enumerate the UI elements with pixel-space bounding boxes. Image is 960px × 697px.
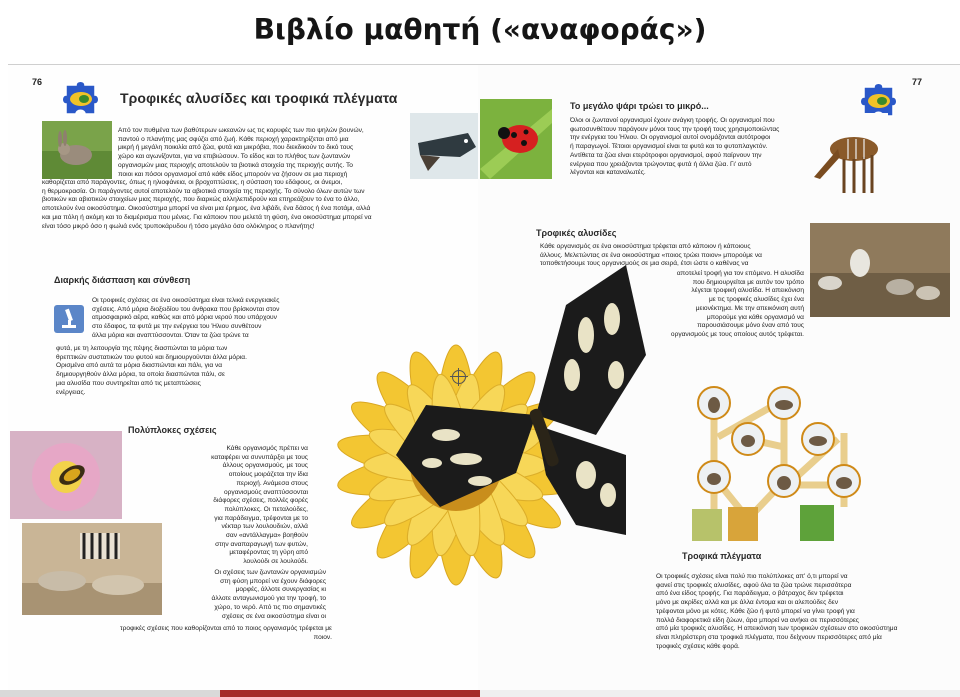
slide-title: Βιβλίο μαθητή («αναφοράς»)	[253, 13, 707, 46]
section2-text-middle: Οι σχέσεις των ζωντανών οργανισμών στη φύση μπορεί να έχουν διάφορες μορφές, άλλοτε συνεργασίας κι άλλοτε ανταγωνισμού για την τροφή, το χώρο, το νερό. Από τις πιο σημαντικές σχέσεις σε ένα οικοσύστημα είναι οι	[211, 569, 326, 620]
section2-text-bottom: τροφικές σχέσεις που καθορίζονται από το ποιος οργανισμός τρέφεται με ποιον.	[120, 625, 332, 641]
webs-text: Οι τροφικές σχέσεις είναι πολύ πιο πολύπλοκες απ' ό,τι μπορεί να φανεί στις τροφικές αλυσίδες, αφού όλα τα ζώα τρώνε περισσότερα από ένα είδος τροφής. Για παράδειγμα, ο βάτραχος δεν τρέφεται μόνο με ακρίδες αλλά και με άλλα έντομα και οι αλεπούδες δεν τρέφονται μόνο με κότες. Κάθε ζώο ή φυτό μπορεί να γίνει τροφή για πολλά διαφορετικά είδη ζώων, άρα μπορεί να ανήκει σε περισσότερες από μία τροφικές αλυσίδες. Η απεικόνιση των τροφικών σχέσεων στο οικοσύστημα είναι πληρέστερη στα τροφικά πλέγματα, που δείχνουν περισσότερες από μία τροφικές σχέσεις κάθε φορά.	[656, 573, 898, 650]
flower-butterfly-illustration	[236, 245, 676, 665]
section2-text-top: Κάθε οργανισμός πρέπει να καταφέρει να συνυπάρξει με τους άλλους οργανισμούς, με τους οποίους μοιράζεται την ίδια περιοχή. Ανάμεσα στους οργανισμούς αναπτύσσονται διάφορες σχέσεις, πολλές φορές πολύπλοκες. Οι πεταλούδες, για παράδειγμα, τρέφονται με το νέκταρ των λουλουδιών, αλλά σαν «αντάλλαγμα» βοηθούν στην αναπαραγωγή των φυτών, μεταφέροντας τη γύρη από λουλούδι σε λουλούδι.	[211, 445, 308, 566]
section2-heading: Πολύπλοκες σχέσεις	[128, 425, 217, 435]
registration-mark	[452, 370, 466, 384]
puzzle-icon	[60, 77, 104, 117]
section1-text-bottom: φυτά, με τη λειτουργία της πέψης διασπώνται τα μόρια των θρεπτικών συστατικών του φυτού και δημιουργούνται άλλα μόρια. Ορισμένα από αυτά τα μόρια διασπώνται και πάλι, για να δημιουργηθούν άλλα μόρια, τα οποία διασπώνται πάλι, σε μια αλυσίδα που συντηρείται από τις μεταπτώσεις ενέργειας.	[56, 345, 247, 396]
heading-webs: Τροφικά πλέγματα	[682, 551, 762, 561]
page-number-left: 76	[32, 77, 43, 87]
section1-text-top: Οι τροφικές σχέσεις σε ένα οικοσύστημα είναι τελικά ενεργειακές σχέσεις. Από μόρια διοξειδίου του άνθρακα που βρίσκονται στον ατμοσφαιρικό αέρα, καθώς και από μόρια νερού που υπάρχουν στο έδαφος, τα φυτά με την ενέργεια του Ήλιου συνθέτουν άλλα μόρια και αναπτύσσονται. Όταν τα ζώα τρώνε τα	[92, 297, 280, 339]
food-web-diagram	[688, 377, 878, 547]
chains-text-bottom: αποτελεί τροφή για τον επόμενο. Η αλυσίδα που δημιουργείται με αυτόν τον τρόπο λέγεται τροφική αλυσίδα. Η απεικόνιση με τις τροφικές αλυσίδες έχει ένα μειονέκτημα. Με την απεικόνιση αυτή μπορούμε για κάθε οργανισμό να παρουσιάσουμε μόνο έναν από τους οργανισμούς με τους οποίους αυτός τρέφεται.	[670, 270, 804, 338]
section1-heading: Διαρκής διάσπαση και σύνθεση	[54, 275, 191, 285]
bottom-accent-bar	[0, 690, 960, 697]
zebra-oryx-photo	[22, 523, 162, 615]
fish-text: Όλοι οι ζωντανοί οργανισμοί έχουν ανάγκη τροφής. Οι οργανισμοί που φωτοσυνθέτουν παράγουν μόνοι τους την τροφή τους χρησιμοποιώντας την ενέργεια του Ήλιου. Οι οργανισμοί αυτοί ονομάζονται αυτότροφοι ή παραγωγοί. Τέτοιοι οργανισμοί είναι τα φυτά και το φυτοπλαγκτόν. Αντίθετα τα ζώα είναι ετερότροφοι οργανισμοί, αφού παίρνουν την ενέργεια που χρειάζονται τρώγοντας φυτά ή άλλα ζώα. Γι' αυτό λέγονται και καταναλωτές.	[570, 117, 780, 177]
chains-text-top: Κάθε οργανισμός σε ένα οικοσύστημα τρέφεται από κάποιον ή κάποιους άλλους. Μελετώντας σε ένα οικοσύστημα «ποιος τρώει ποιον» μπορούμε να τοποθετήσουμε τους οργανισμούς σε μια σειρά, έτσι ώστε ο καθένας να	[540, 243, 762, 268]
intro-text-top: Από τον πυθμένα των βαθύτερων ωκεανών ως τις κορυφές των πιο ψηλών βουνών, παντού ο πλανήτης μας σφύζει από ζωή. Κάθε περιοχή χαρακτηρίζεται από μια μικρή ή μεγάλη ποικιλία από ζώα, φυτά και μικρόβια, που διεκδικούν το δικό τους χώρο και αγωνίζονται, για να επιβιώσουν. Το είδος και το πλήθος των ζωντανών οργανισμών μιας περιοχής αποτελούν τα βιοτικά στοιχεία της περιοχής αυτής. Το ποιοι και πόσοι οργανισμοί από κάθε είδος μπορούν να ζήσουν σε μια περιοχή	[118, 127, 364, 178]
intro-text-bottom: καθορίζεται από παράγοντες, όπως η ηλιοφάνεια, οι βροχοπτώσεις, η σύσταση του εδάφους, οι άνεμοι, η θερμοκρασία. Οι παράγοντες αυτοί αποτελούν τα αβιοτικά στοιχεία της περιοχής. Το σύνολο όλων αυτών των βιοτικών και αβιοτικών στοιχείων μιας περιοχής, που διαρκώς αλληλεπιδρούν και επηρεάζουν το ένα το άλλο, αποτελούν ένα οικοσύστημα. Οικοσύστημα μπορεί να είναι μια έρημος, ένα λιβάδι, ένα δάσος ή ένα ποτάμι, αλλά και μια πόλη ή ακόμη και το διαμέρισμα που μένεις. Για κάποιον που μελετά τη φύση, ένα οικοσύστημα μπορεί να είναι τόσο μικρό όσο η φωλιά ενός τρυποκάρυδου ή τόσο μεγάλο όσο ολόκληρος ο πλανήτης!	[42, 179, 372, 230]
heading-chains: Τροφικές αλυσίδες	[536, 228, 617, 238]
ladybug-photo	[480, 99, 552, 179]
fish-photo	[410, 113, 478, 179]
textbook-spread	[8, 64, 960, 691]
heading-fish: Το μεγάλο ψάρι τρώει το μικρό...	[570, 101, 709, 111]
birds-photo	[810, 223, 950, 317]
page-number-right: 77	[912, 77, 923, 87]
microscope-icon	[54, 305, 84, 333]
rabbit-photo	[42, 121, 112, 179]
main-heading: Τροφικές αλυσίδες και τροφικά πλέγματα	[120, 90, 398, 106]
bee-on-flower-photo	[10, 431, 122, 519]
